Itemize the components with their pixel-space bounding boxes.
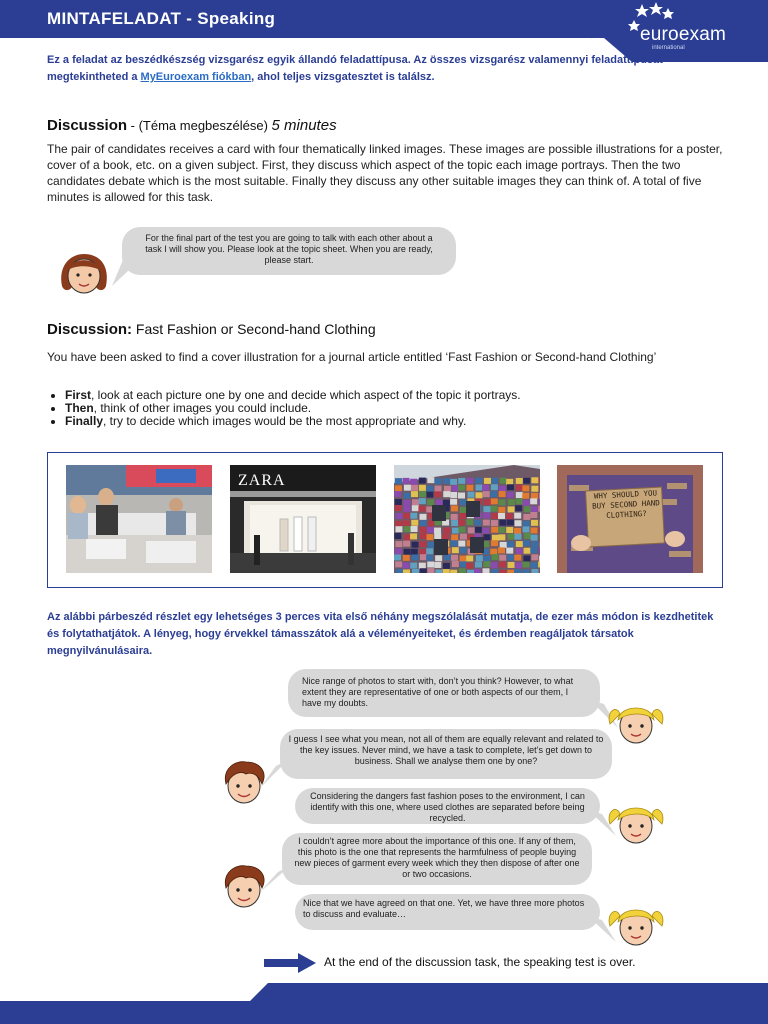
candidate-girl-avatar-icon	[606, 902, 666, 948]
dialogue-bubble-5: Nice that we have agreed on that one. Yet, we have three more photos to discuss and evaluate…	[295, 894, 600, 930]
intro-text: Ez a feladat az beszédkészség vizsgarész egyik állandó feladattípusa. Az összes vizsgarész valamennyi feladattípusát megtekintheted a MyEuroexam fiókban, ahol teljes vizsgatesztet is találsz.	[47, 54, 663, 83]
examiner-avatar-icon	[56, 252, 112, 296]
list-item: • Finally, try to decide which images would be the most appropriate and why.	[65, 415, 745, 428]
discussion-description: The pair of candidates receives a card with four thematically linked images. These images are possible illustrations for a poster, cover of a book, etc. on a given subject. First, they discuss which aspect of the topic each image portrays. Then the two candidates debate which is the most suitable. Finally they discuss any other suitable images they can think of. A total of five minutes is allowed for this task.	[47, 142, 723, 204]
end-note: At the end of the discussion task, the speaking test is over.	[324, 955, 636, 969]
task-heading: Discussion: Fast Fashion or Second-hand Clothing	[47, 321, 376, 338]
footer-bar	[0, 975, 768, 1024]
arrow-right-icon	[264, 953, 316, 973]
dialogue-bubble-1: Nice range of photos to start with, don’t you think? However, to what extent they are representative of one or both aspects of our them, I have my doubts.	[288, 669, 600, 717]
candidate-boy-avatar-icon	[216, 864, 272, 910]
cardboard-sign-text: WHY SHOULD YOU BUY SECOND HAND CLOTHING?	[591, 488, 661, 521]
examiner-speech-bubble: For the final part of the test you are going to talk with each other about a task I will show you. Please look at the topic sheet. When you are ready, please start.	[122, 227, 456, 275]
task-description: You have been asked to find a cover illustration for a journal article entitled ‘Fast Fashion or Second-hand Clothing’	[47, 350, 657, 364]
dialogue-intro: Az alábbi párbeszéd részlet egy lehetséges 3 perces vita első néhány megszólalását mutatja, de ezer más módon is kezdhetitek és folytathatjátok. A lényeg, hogy érvekkel támasszátok alá a véleményeiteket, és érdemben reagáljatok társatok megnyilvánulásaira.	[47, 611, 714, 657]
page-title: MINTAFELADAT - Speaking	[47, 9, 276, 28]
candidate-boy-avatar-icon	[216, 760, 272, 806]
discussion-heading: Discussion - (Téma megbeszélése) 5 minutes	[47, 117, 337, 134]
candidate-girl-avatar-icon	[606, 800, 666, 846]
myeuroexam-link[interactable]: MyEuroexam fiókban	[140, 71, 252, 83]
logo-subtitle: international	[652, 45, 685, 51]
task-instructions-list	[47, 389, 745, 428]
dialogue-bubble-2: I guess I see what you mean, not all of them are equally relevant and related to the key issues. Never mind, we have a task to complete, let’s get down to business. Shall we analyse them one by one?	[280, 729, 612, 779]
zara-sign: ZARA	[238, 472, 286, 489]
photo-clothes-wall	[394, 465, 540, 573]
photo-zara-store	[230, 465, 376, 573]
list-item: • Then, think of other images you could include.	[65, 402, 745, 415]
photo-clothes-sorting	[66, 465, 212, 573]
logo-wordmark: euroexam	[640, 24, 727, 45]
list-item: • First, look at each picture one by one and decide which aspect of the topic it portrays.	[65, 389, 745, 402]
dialogue-bubble-3: Considering the dangers fast fashion poses to the environment, I can identify with this one, where used clothes are separated before being recycled.	[295, 788, 600, 824]
dialogue-bubble-4: I couldn’t agree more about the importance of this one. If any of them, this photo is the one that represents the harmfulness of people buying new pieces of garment every week which they then dispose of after one or two occasions.	[282, 833, 592, 885]
candidate-girl-avatar-icon	[606, 700, 666, 746]
